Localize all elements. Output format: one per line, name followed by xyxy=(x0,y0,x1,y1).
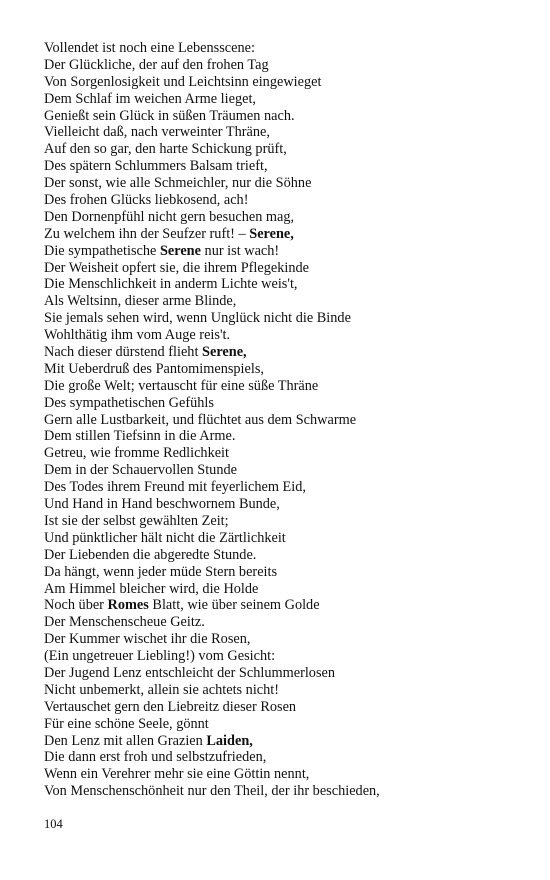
line-text: Dem stillen Tiefsinn in die Arme. xyxy=(44,428,236,445)
line-text: Vertauschet gern den Liebreitz dieser Rosen xyxy=(44,698,297,715)
poem-line xyxy=(44,496,514,513)
poem-line xyxy=(44,40,514,57)
line-text: Am Himmel bleicher wird, die Holde xyxy=(44,580,259,597)
poem-line xyxy=(44,581,514,598)
poem-line xyxy=(44,614,514,631)
line-text: Von Sorgenlosigkeit und Leichtsinn eingewieget xyxy=(44,73,322,90)
page-number: 104 xyxy=(44,817,63,831)
line-text: Da hängt, wenn jeder müde Stern bereits xyxy=(44,563,278,580)
line-text: Sie jemals sehen wird, wenn Unglück nicht die Binde xyxy=(44,310,351,327)
poem-line xyxy=(44,766,514,783)
line-text: Der sonst, wie alle Schmeichler, nur die Söhne xyxy=(44,175,312,192)
poem-line xyxy=(44,513,514,530)
emphasized-name: Romes xyxy=(107,597,149,614)
line-text: Blatt, wie über seinem Golde xyxy=(148,597,320,614)
line-text: Von Menschenschönheit nur den Theil, der ihr beschieden, xyxy=(44,783,380,800)
poem-line xyxy=(44,783,514,800)
poem-line xyxy=(44,209,514,226)
line-text: Der Weisheit opfert sie, die ihrem Pflegekinde xyxy=(44,259,309,276)
poem-line xyxy=(44,361,514,378)
poem-line xyxy=(44,699,514,716)
line-text: Des Todes ihrem Freund mit feyerlichem Eid, xyxy=(44,479,306,496)
poem-line xyxy=(44,243,514,260)
line-text: Die dann erst froh und selbstzufrieden, xyxy=(44,749,267,766)
line-text: Nicht unbemerkt, allein sie achtets nicht! xyxy=(44,681,280,698)
poem-line xyxy=(44,378,514,395)
poem-line xyxy=(44,226,514,243)
poem-line xyxy=(44,547,514,564)
poem-line xyxy=(44,733,514,750)
poem-line xyxy=(44,124,514,141)
poem-line xyxy=(44,749,514,766)
poem-text xyxy=(44,40,514,800)
line-text: Des spätern Schlummers Balsam trieft, xyxy=(44,158,268,175)
line-text: Vielleicht daß, nach verweinter Thräne, xyxy=(44,124,270,141)
line-text: Der Menschenscheue Geitz. xyxy=(44,614,205,631)
poem-line xyxy=(44,91,514,108)
poem-line xyxy=(44,716,514,733)
line-text: Noch über xyxy=(44,597,108,614)
emphasized-name: Serene, xyxy=(202,344,247,361)
poem-line xyxy=(44,462,514,479)
poem-line xyxy=(44,175,514,192)
poem-line xyxy=(44,57,514,74)
line-text: (Ein ungetreuer Liebling!) vom Gesicht: xyxy=(44,648,276,665)
poem-line xyxy=(44,597,514,614)
poem-line xyxy=(44,631,514,648)
poem-line xyxy=(44,530,514,547)
poem-line xyxy=(44,344,514,361)
line-text: Die große Welt; vertauscht für eine süße Thräne xyxy=(44,377,319,394)
line-text: Mit Ueberdruß des Pantomimenspiels, xyxy=(44,360,264,377)
line-text: Der Jugend Lenz entschleicht der Schlummerlosen xyxy=(44,664,336,681)
line-text: Der Liebenden die abgeredte Stunde. xyxy=(44,546,257,563)
line-text: Dem Schlaf im weichen Arme lieget, xyxy=(44,90,257,107)
poem-line xyxy=(44,665,514,682)
poem-line xyxy=(44,310,514,327)
poem-line xyxy=(44,192,514,209)
poem-line xyxy=(44,479,514,496)
line-text: Gern alle Lustbarkeit, und flüchtet aus dem Schwarme xyxy=(44,411,357,428)
line-text: Auf den so gar, den harte Schickung prüft, xyxy=(44,141,287,158)
line-text: Den Lenz mit allen Grazien xyxy=(44,732,207,749)
line-text: Getreu, wie fromme Redlichkeit xyxy=(44,445,230,462)
line-text: Ist sie der selbst gewählten Zeit; xyxy=(44,512,229,529)
poem-line xyxy=(44,327,514,344)
emphasized-name: Serene xyxy=(159,242,201,259)
poem-line xyxy=(44,293,514,310)
poem-line xyxy=(44,260,514,277)
line-text: Dem in der Schauervollen Stunde xyxy=(44,462,237,479)
line-text: Für eine schöne Seele, gönnt xyxy=(44,715,209,732)
poem-line xyxy=(44,276,514,293)
emphasized-name: Laiden, xyxy=(206,732,253,749)
line-text: Als Weltsinn, dieser arme Blinde, xyxy=(44,293,237,310)
poem-line xyxy=(44,74,514,91)
line-text: Des frohen Glücks liebkosend, ach! xyxy=(44,192,249,209)
line-text: Genießt sein Glück in süßen Träumen nach. xyxy=(44,107,295,124)
line-text: Der Kummer wischet ihr die Rosen, xyxy=(44,631,251,648)
line-text: Zu welchem ihn der Seufzer ruft! – xyxy=(44,225,250,242)
poem-line xyxy=(44,158,514,175)
line-text: Vollendet ist noch eine Lebensscene: xyxy=(44,40,255,56)
poem-line xyxy=(44,428,514,445)
poem-line xyxy=(44,141,514,158)
poem-line xyxy=(44,682,514,699)
line-text: Und Hand in Hand beschwornem Bunde, xyxy=(44,496,280,513)
line-text: Die sympathetische xyxy=(44,242,160,259)
line-text: Und pünktlicher hält nicht die Zärtlichkeit xyxy=(44,529,286,546)
line-text: Die Menschlichkeit in anderm Lichte weis't, xyxy=(44,276,298,293)
poem-line xyxy=(44,108,514,125)
line-text: Der Glückliche, der auf den frohen Tag xyxy=(44,56,269,73)
poem-line xyxy=(44,412,514,429)
poem-line xyxy=(44,445,514,462)
emphasized-name: Serene, xyxy=(249,225,294,242)
poem-line xyxy=(44,395,514,412)
line-text: Wohlthätig ihm vom Auge reis't. xyxy=(44,327,231,344)
poem-line xyxy=(44,648,514,665)
line-text: nur ist wach! xyxy=(200,242,280,259)
line-text: Den Dornenpfühl nicht gern besuchen mag, xyxy=(44,208,295,225)
line-text: Des sympathetischen Gefühls xyxy=(44,394,214,411)
poem-line xyxy=(44,564,514,581)
line-text: Nach dieser dürstend flieht xyxy=(44,344,203,361)
line-text: Wenn ein Verehrer mehr sie eine Göttin nennt, xyxy=(44,766,310,783)
